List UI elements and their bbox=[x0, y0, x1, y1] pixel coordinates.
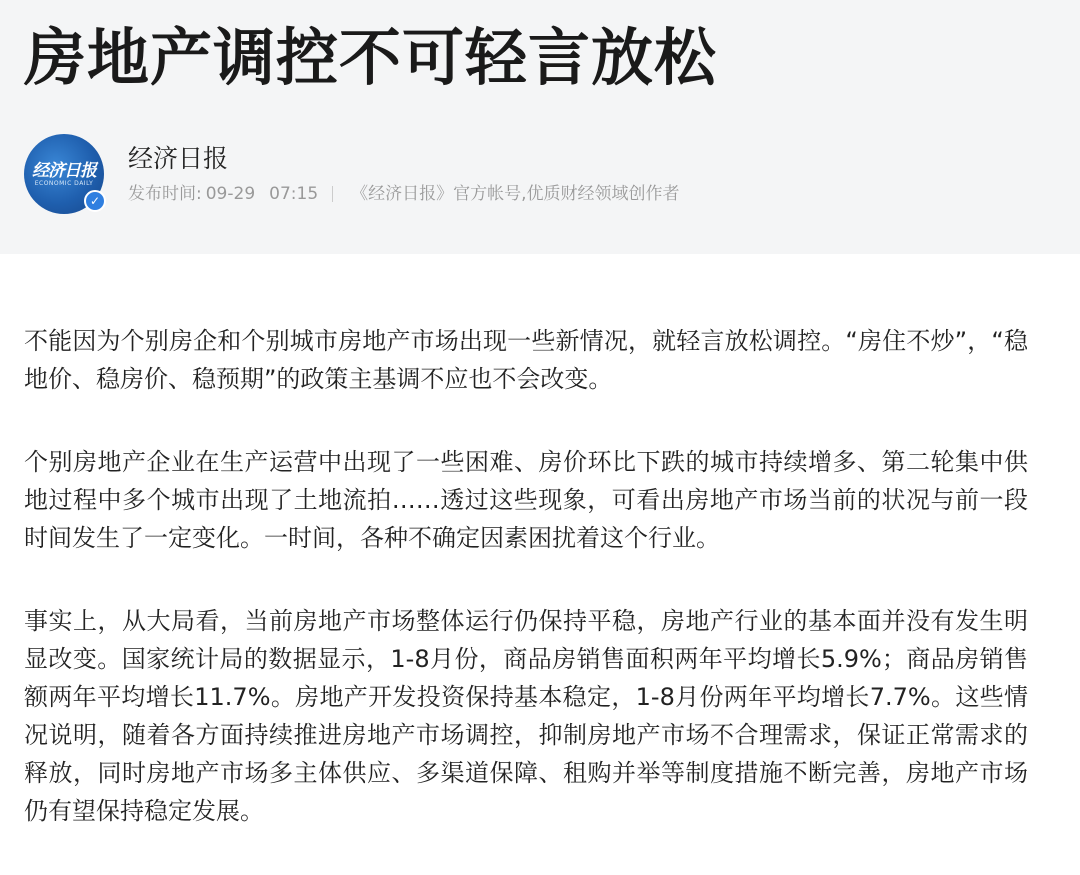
publish-label: 发布时间: bbox=[128, 184, 202, 204]
author-avatar[interactable] bbox=[24, 134, 104, 214]
paragraph: 个别房地产企业在生产运营中出现了一些困难、房价环比下跌的城市持续增多、第二轮集中供地过程中多个城市出现了土地流拍……透过这些现象，可看出房地产市场当前的状况与前一段时间发生了一定变化。一时间，各种不确定因素困扰着这个行业。 bbox=[24, 448, 1028, 552]
publish-meta bbox=[128, 182, 680, 206]
author-description: 《经济日报》官方帐号,优质财经领域创作者 bbox=[351, 184, 680, 204]
paragraph: 不能因为个别房企和个别城市房地产市场出现一些新情况，就轻言放松调控。“房住不炒”，“稳地价、稳房价、稳预期”的政策主基调不应也不会改变。 bbox=[24, 327, 1028, 393]
avatar-logo-subtext: ECONOMIC DAILY bbox=[34, 180, 94, 187]
verified-badge-icon: ✓ bbox=[84, 190, 106, 212]
author-name[interactable]: 经济日报 bbox=[128, 144, 229, 173]
publish-date: 09-29 bbox=[205, 184, 256, 204]
author-row bbox=[24, 134, 680, 214]
article-body bbox=[24, 322, 1028, 875]
avatar-logo-text: 经济日报 bbox=[32, 161, 96, 181]
meta-divider bbox=[332, 186, 333, 202]
paragraph: 事实上，从大局看，当前房地产市场整体运行仍保持平稳，房地产行业的基本面并没有发生明显改变。国家统计局的数据显示，1-8月份，商品房销售面积两年平均增长5.9%；商品房销售额两年平均增长11.7%。房地产开发投资保持基本稳定，1-8月份两年平均增长7.7%。这些情况说明，随着各方面持续推进房地产市场调控，抑制房地产市场不合理需求，保证正常需求的释放，同时房地产市场多主体供应、多渠道保障、租购并举等制度措施不断完善，房地产市场仍有望保持稳定发展。 bbox=[24, 607, 1028, 825]
article-title: 房地产调控不可轻言放松 bbox=[24, 21, 718, 94]
author-info bbox=[128, 142, 680, 206]
article-header bbox=[0, 0, 1080, 254]
publish-time: 07:15 bbox=[269, 184, 319, 204]
